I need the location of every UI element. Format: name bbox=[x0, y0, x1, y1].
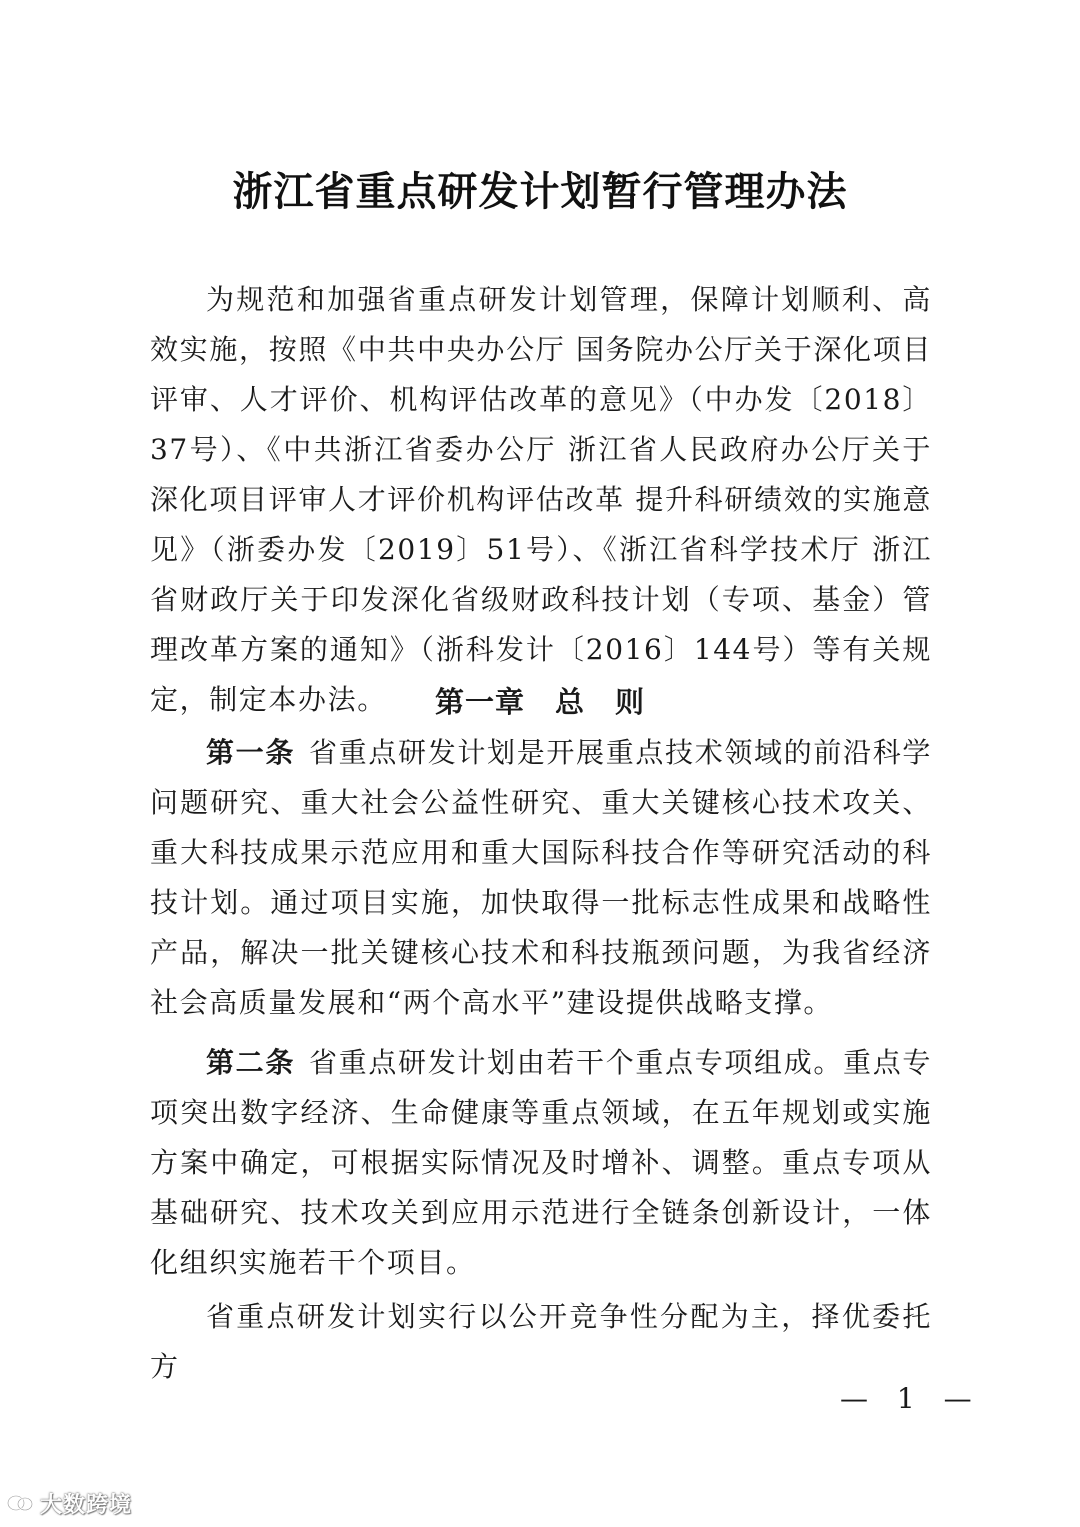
chapter-heading-text: 第一章 总 则 bbox=[434, 685, 645, 719]
article-2-label: 第二条 bbox=[206, 1046, 296, 1079]
watermark bbox=[6, 1488, 132, 1519]
article-1-section bbox=[150, 728, 932, 1028]
intro-section bbox=[150, 275, 932, 725]
article-1-label: 第一条 bbox=[206, 736, 296, 769]
speech-bubble-logo-icon bbox=[6, 1493, 34, 1515]
article-1-text: 省重点研发计划是开展重点技术领域的前沿科学问题研究、重大社会公益性研究、重大关键核心技术攻关、重大科技成果示范应用和重大国际科技合作等研究活动的科技计划。通过项目实施，加快取得一批标志性成果和战略性产品，解决一批关键核心技术和科技瓶颈问题，为我省经济社会高质量发展和“两个高水平”建设提供战略支撑。 bbox=[150, 736, 932, 1019]
page-number: — 1 — bbox=[840, 1382, 982, 1415]
paragraph-3: 省重点研发计划实行以公开竞争性分配为主，择优委托方 bbox=[150, 1300, 932, 1383]
watermark-text: 大数跨境 bbox=[40, 1493, 133, 1518]
intro-paragraph: 为规范和加强省重点研发计划管理，保障计划顺利、高效实施，按照《中共中央办公厅 国务院办公厅关于深化项目评审、人才评价、机构评估改革的意见》（中办发〔2018〕37号）、《中共浙江省委办公厅 浙江省人民政府办公厅关于深化项目评审人才评价机构评估改革 提升科研绩效的实施意见》（浙委办发〔2019〕51号）、《浙江省科学技术厅 浙江省财政厅关于印发深化省级财政科技计划（专项、基金）管理改革方案的通知》（浙科发计〔2016〕144号）等有关规定，制定本办法。 bbox=[150, 283, 932, 716]
article-2-section bbox=[150, 1038, 932, 1288]
paragraph-3-section bbox=[150, 1292, 932, 1392]
article-1-paragraph bbox=[150, 728, 932, 1028]
chapter-heading bbox=[0, 680, 1080, 721]
article-2-text: 省重点研发计划由若干个重点专项组成。重点专项突出数字经济、生命健康等重点领域，在五年规划或实施方案中确定，可根据实际情况及时增补、调整。重点专项从基础研究、技术攻关到应用示范进行全链条创新设计，一体化组织实施若干个项目。 bbox=[150, 1046, 932, 1279]
document-title: 浙江省重点研发计划暂行管理办法 bbox=[232, 169, 848, 215]
article-2-paragraph bbox=[150, 1038, 932, 1288]
